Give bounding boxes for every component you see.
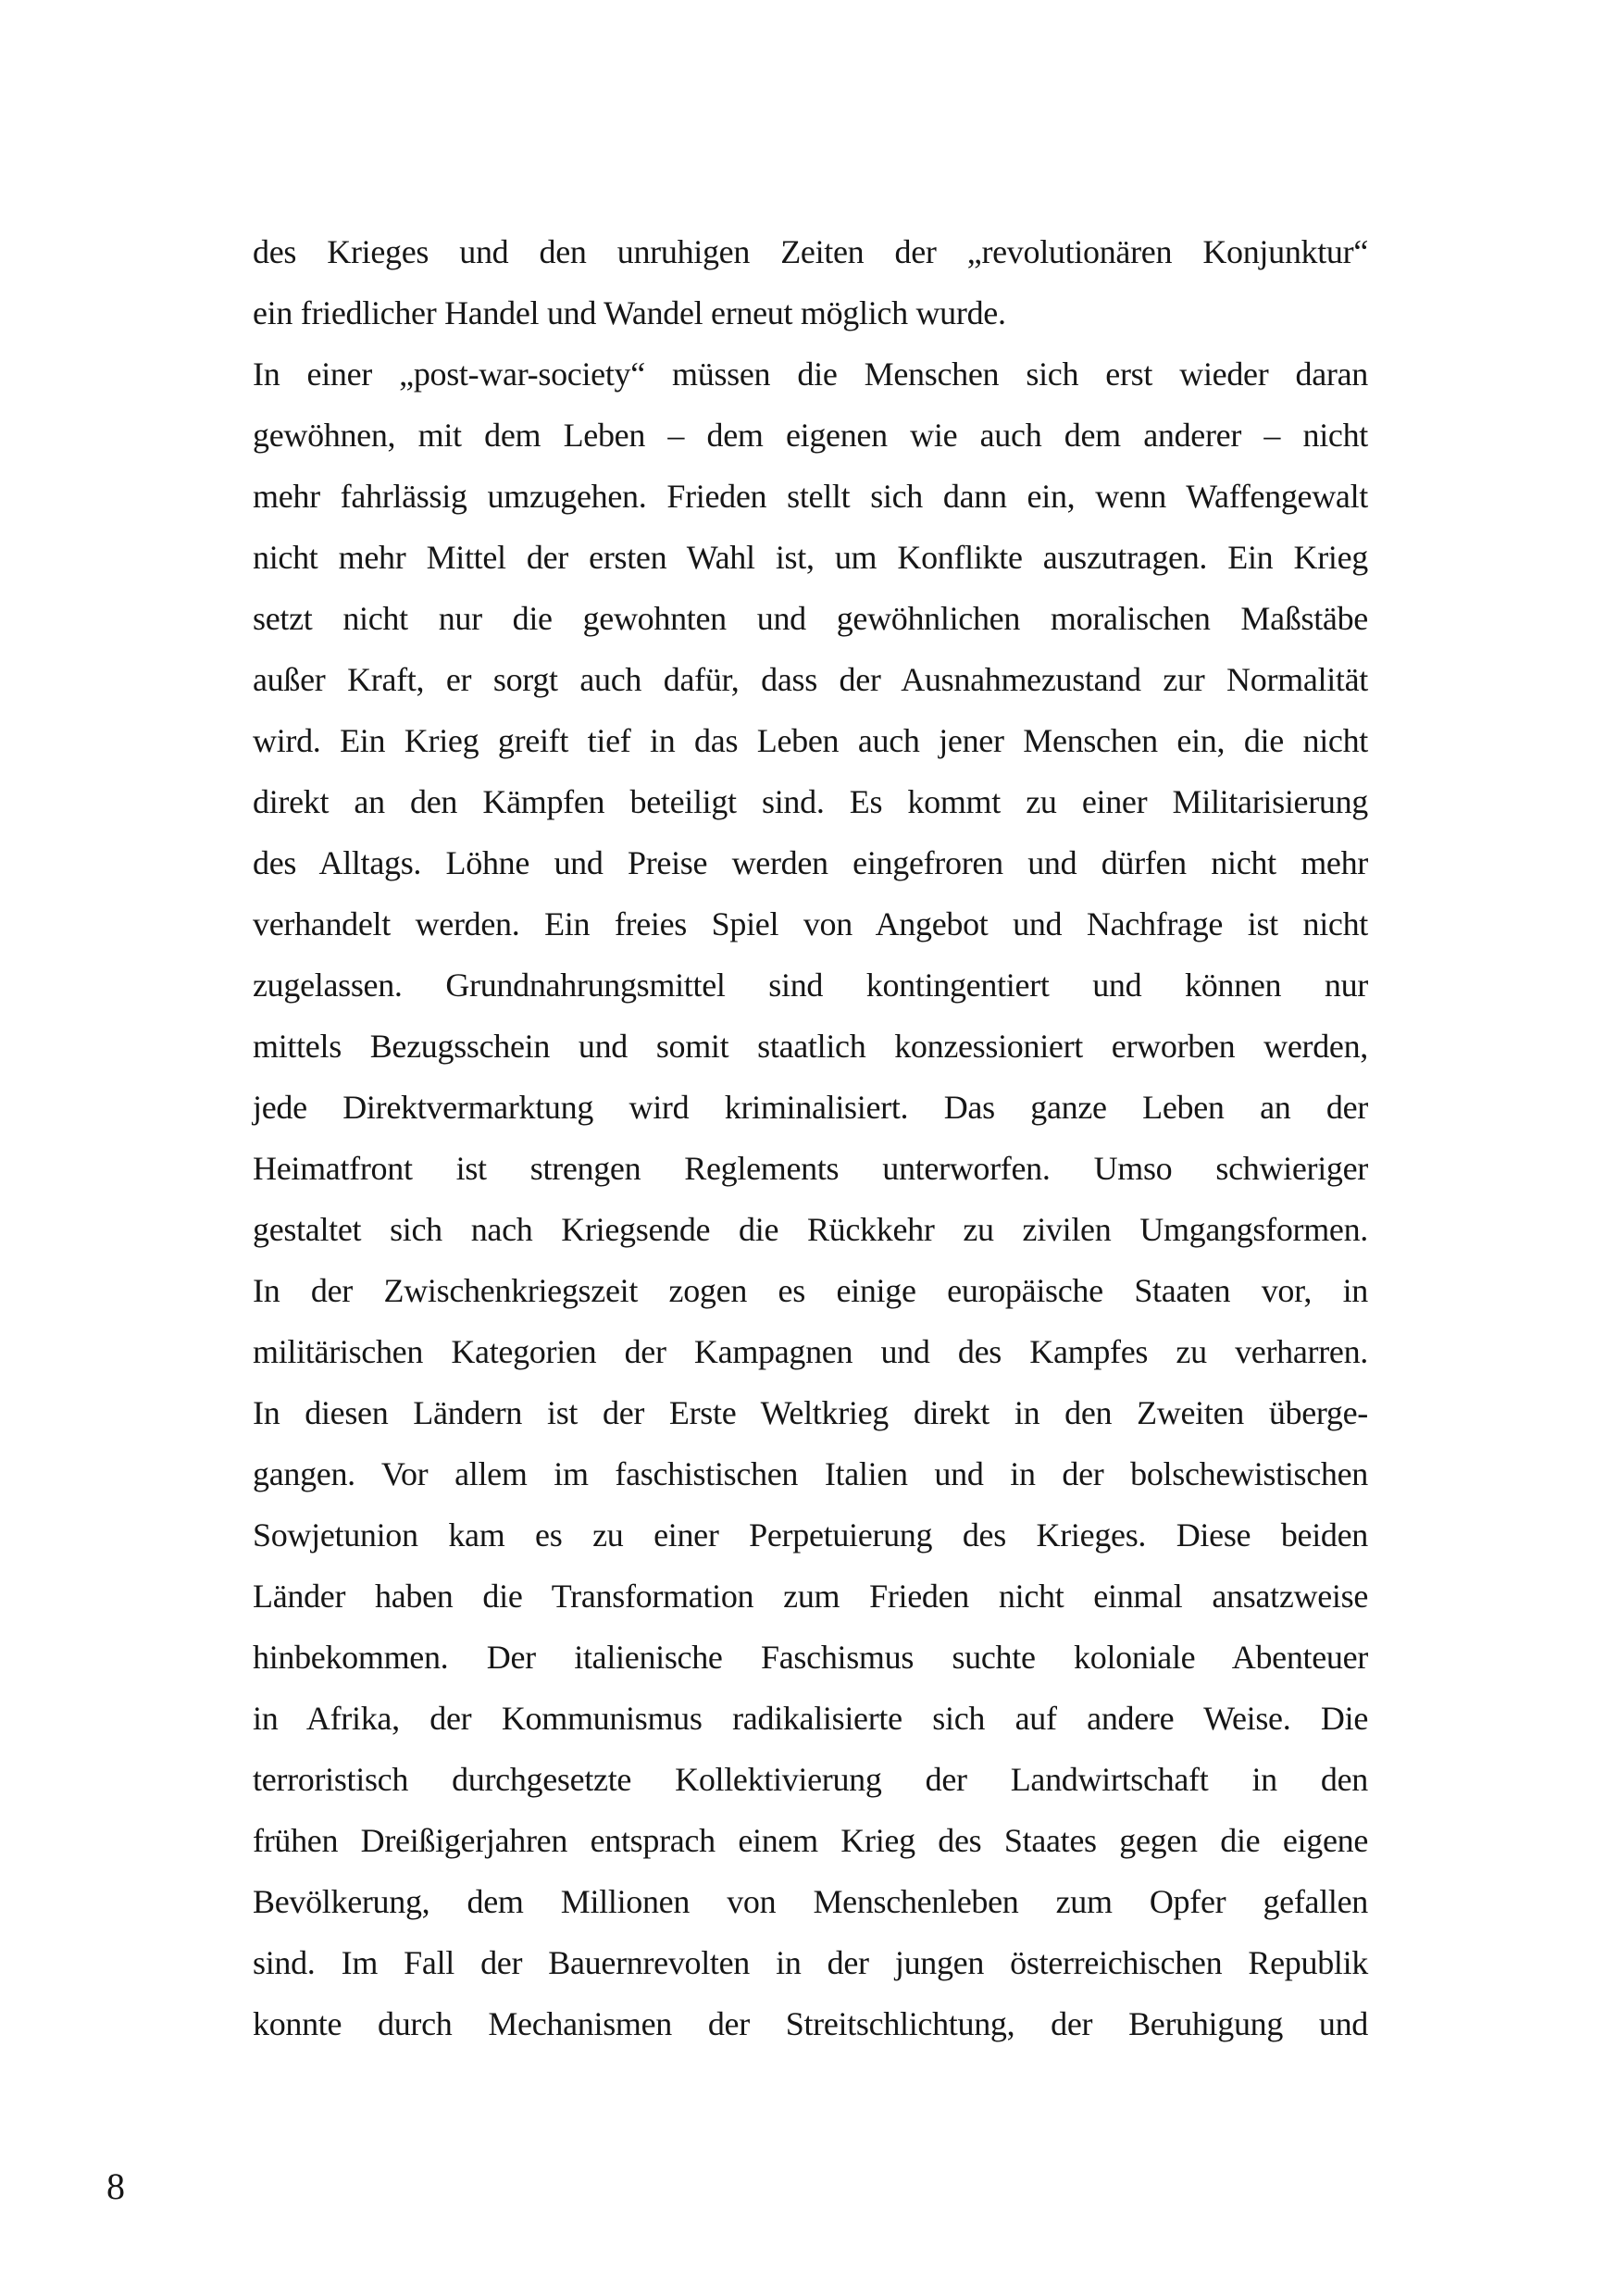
text-line: konnte durch Mechanismen der Streitschlichtung, der Beruhigung und [253,2005,1368,2042]
text-line: des Krieges und den unruhigen Zeiten der „revolutionären Konjunktur“ [253,233,1368,270]
text-line: ein friedlicher Handel und Wandel erneut möglich wurde. [253,294,1006,331]
text-line: mehr fahrlässig umzugehen. Frieden stellt sich dann ein, wenn Waffengewalt [253,478,1368,515]
text-line: terroristisch durchgesetzte Kollektivierung der Landwirtschaft in den [253,1761,1368,1798]
text-line: militärischen Kategorien der Kampagnen und des Kampfes zu verharren. [253,1333,1368,1370]
text-line: außer Kraft, er sorgt auch dafür, dass der Ausnahmezustand zur Normalität [253,661,1368,698]
text-line: In diesen Ländern ist der Erste Weltkrieg direkt in den Zweiten überge- [253,1394,1368,1431]
text-line: in Afrika, der Kommunismus radikalisierte sich auf andere Weise. Die [253,1700,1368,1737]
text-line: zugelassen. Grundnahrungsmittel sind kontingentiert und können nur [253,967,1368,1004]
body-text [253,221,1368,2054]
text-line: setzt nicht nur die gewohnten und gewöhnlichen moralischen Maßstäbe [253,600,1368,637]
text-line: Heimatfront ist strengen Reglements unterworfen. Umso schwieriger [253,1150,1368,1187]
text-line: wird. Ein Krieg greift tief in das Leben auch jener Menschen ein, die nicht [253,722,1368,759]
text-line: gangen. Vor allem im faschistischen Italien und in der bolschewistischen [253,1455,1368,1492]
text-line: mittels Bezugsschein und somit staatlich konzessioniert erworben werden, [253,1028,1368,1065]
text-line: jede Direktvermarktung wird kriminalisiert. Das ganze Leben an der [253,1089,1368,1126]
text-line: In der Zwischenkriegszeit zogen es einige europäische Staaten vor, in [253,1272,1368,1309]
text-line: Bevölkerung, dem Millionen von Menschenleben zum Opfer gefallen [253,1883,1368,1920]
text-line: In einer „post-war-society“ müssen die Menschen sich erst wieder daran [253,356,1368,393]
text-line: Sowjetunion kam es zu einer Perpetuierung des Krieges. Diese beiden [253,1516,1368,1554]
text-line: Länder haben die Transformation zum Frieden nicht einmal ansatzweise [253,1578,1368,1615]
page-number: 8 [106,2165,125,2207]
text-line: verhandelt werden. Ein freies Spiel von Angebot und Nachfrage ist nicht [253,905,1368,942]
text-line: gestaltet sich nach Kriegsende die Rückkehr zu zivilen Umgangsformen. [253,1211,1368,1248]
text-line: sind. Im Fall der Bauernrevolten in der jungen österreichischen Republik [253,1944,1368,1981]
text-line: des Alltags. Löhne und Preise werden eingefroren und dürfen nicht mehr [253,844,1368,881]
text-line: hinbekommen. Der italienische Faschismus suchte koloniale Abenteuer [253,1639,1368,1676]
text-line: gewöhnen, mit dem Leben – dem eigenen wie auch dem anderer – nicht [253,417,1368,454]
text-line: frühen Dreißigerjahren entsprach einem Krieg des Staates gegen die eigene [253,1822,1368,1859]
text-line: nicht mehr Mittel der ersten Wahl ist, um Konflikte auszutragen. Ein Krieg [253,539,1368,576]
text-line: direkt an den Kämpfen beteiligt sind. Es kommt zu einer Militarisierung [253,783,1368,820]
